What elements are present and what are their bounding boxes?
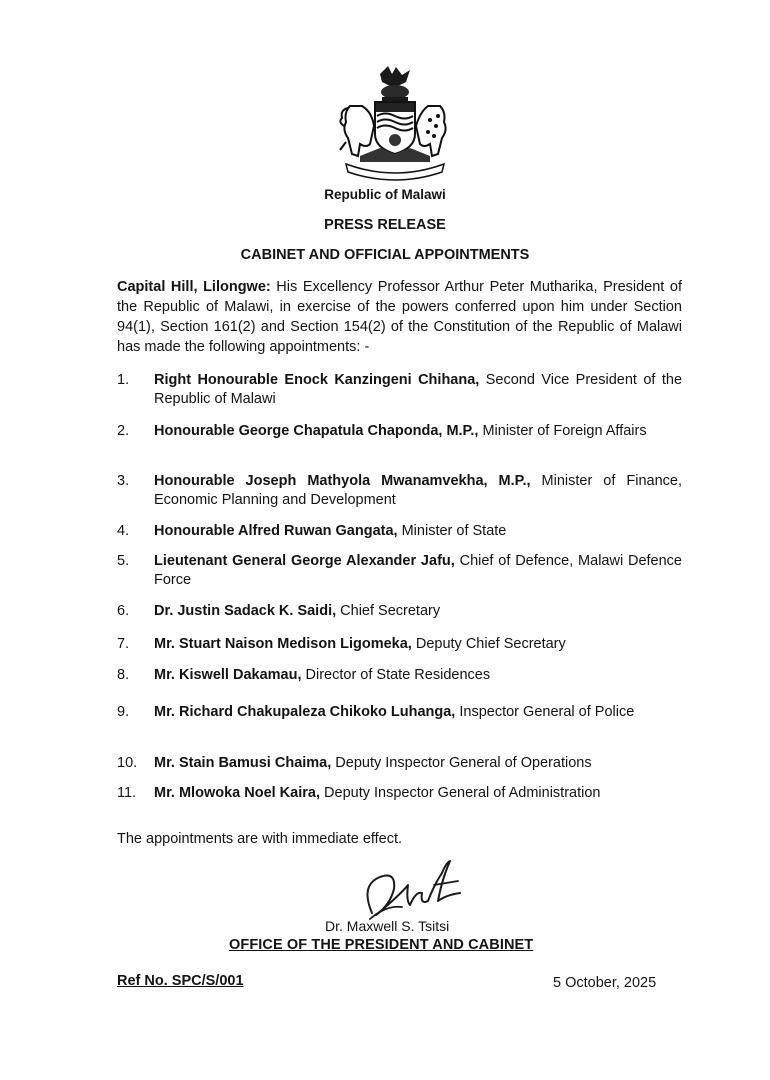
appointee-name: Honourable George Chapatula Chaponda, M.P., [154,423,479,439]
item-number: 1. [117,372,130,388]
appointee-role: Deputy Chief Secretary [411,636,566,652]
item-text [154,472,682,510]
item-number: 2. [117,423,130,439]
appointee-name: Mr. Mlowoka Noel Kaira, [154,785,320,801]
item-text [154,666,682,685]
item-text [154,422,682,441]
appointee-name: Honourable Joseph Mathyola Mwanamvekha, M.P., [154,473,531,489]
item-text [154,754,682,773]
intro-lead: Capital Hill, Lilongwe: [117,279,271,295]
item-number: 6. [117,603,130,619]
appointee-role: Minister of Finance, Economic Planning and Development [154,473,683,508]
appointee-name: Mr. Richard Chakupaleza Chikoko Luhanga, [154,704,456,720]
item-number: 11. [117,785,137,801]
appointee-name: Honourable Alfred Ruwan Gangata, [154,523,398,539]
item-number: 10. [117,755,138,771]
appointee-role: Deputy Inspector General of Administration [320,785,601,801]
appointee-name: Right Honourable Enock Kanzingeni Chihana, [154,372,480,388]
item-number: 8. [117,667,130,683]
intro-paragraph [117,277,682,357]
signer-name: Dr. Maxwell S. Tsitsi [325,918,450,934]
item-number: 4. [117,523,130,539]
item-number: 5. [117,553,130,569]
coat-of-arms-icon [330,64,460,182]
appointee-role: Inspector General of Police [455,704,635,720]
country-name: Republic of Malawi [324,187,446,202]
appointee-name: Mr. Stain Bamusi Chaima, [154,755,332,771]
appointee-role: Chief Secretary [336,603,441,619]
item-text [154,784,682,803]
appointee-role: Second Vice President of the Republic of Malawi [154,372,683,407]
item-number: 3. [117,473,130,489]
item-number: 7. [117,636,130,652]
appointee-role: Deputy Inspector General of Operations [331,755,592,771]
appointee-role: Minister of State [397,523,507,539]
item-text [154,602,682,621]
document-type: PRESS RELEASE [324,217,446,233]
item-text [154,552,682,590]
appointee-role: Director of State Residences [301,667,491,683]
intro-body: His Excellency Professor Arthur Peter Mutharika, President of the Republic of Malawi, in exercise of the powers conferred upon him under Section 94(1), Section 161(2) and Section 154(2) of the Constitution of the Republic of Malawi has made the following appointments: - [117,279,682,355]
item-number: 9. [117,704,130,720]
office-name: OFFICE OF THE PRESIDENT AND CABINET [229,937,534,953]
appointee-name: Lieutenant General George Alexander Jafu, [154,553,455,569]
item-text [154,703,682,722]
item-text [154,522,682,541]
appointee-role: Chief of Defence, Malawi Defence Force [154,553,682,588]
appointee-name: Mr. Stuart Naison Medison Ligomeka, [154,636,412,652]
appointee-role: Minister of Foreign Affairs [478,423,647,439]
closing-statement: The appointments are with immediate effect. [117,831,403,847]
item-text [154,371,682,409]
appointee-name: Mr. Kiswell Dakamau, [154,667,302,683]
reference-number: Ref No. SPC/S/001 [117,973,244,989]
document-date: 5 October, 2025 [553,975,657,991]
page-title: CABINET AND OFFICIAL APPOINTMENTS [240,247,530,263]
item-text [154,635,682,654]
appointee-name: Dr. Justin Sadack K. Saidi, [154,603,337,619]
